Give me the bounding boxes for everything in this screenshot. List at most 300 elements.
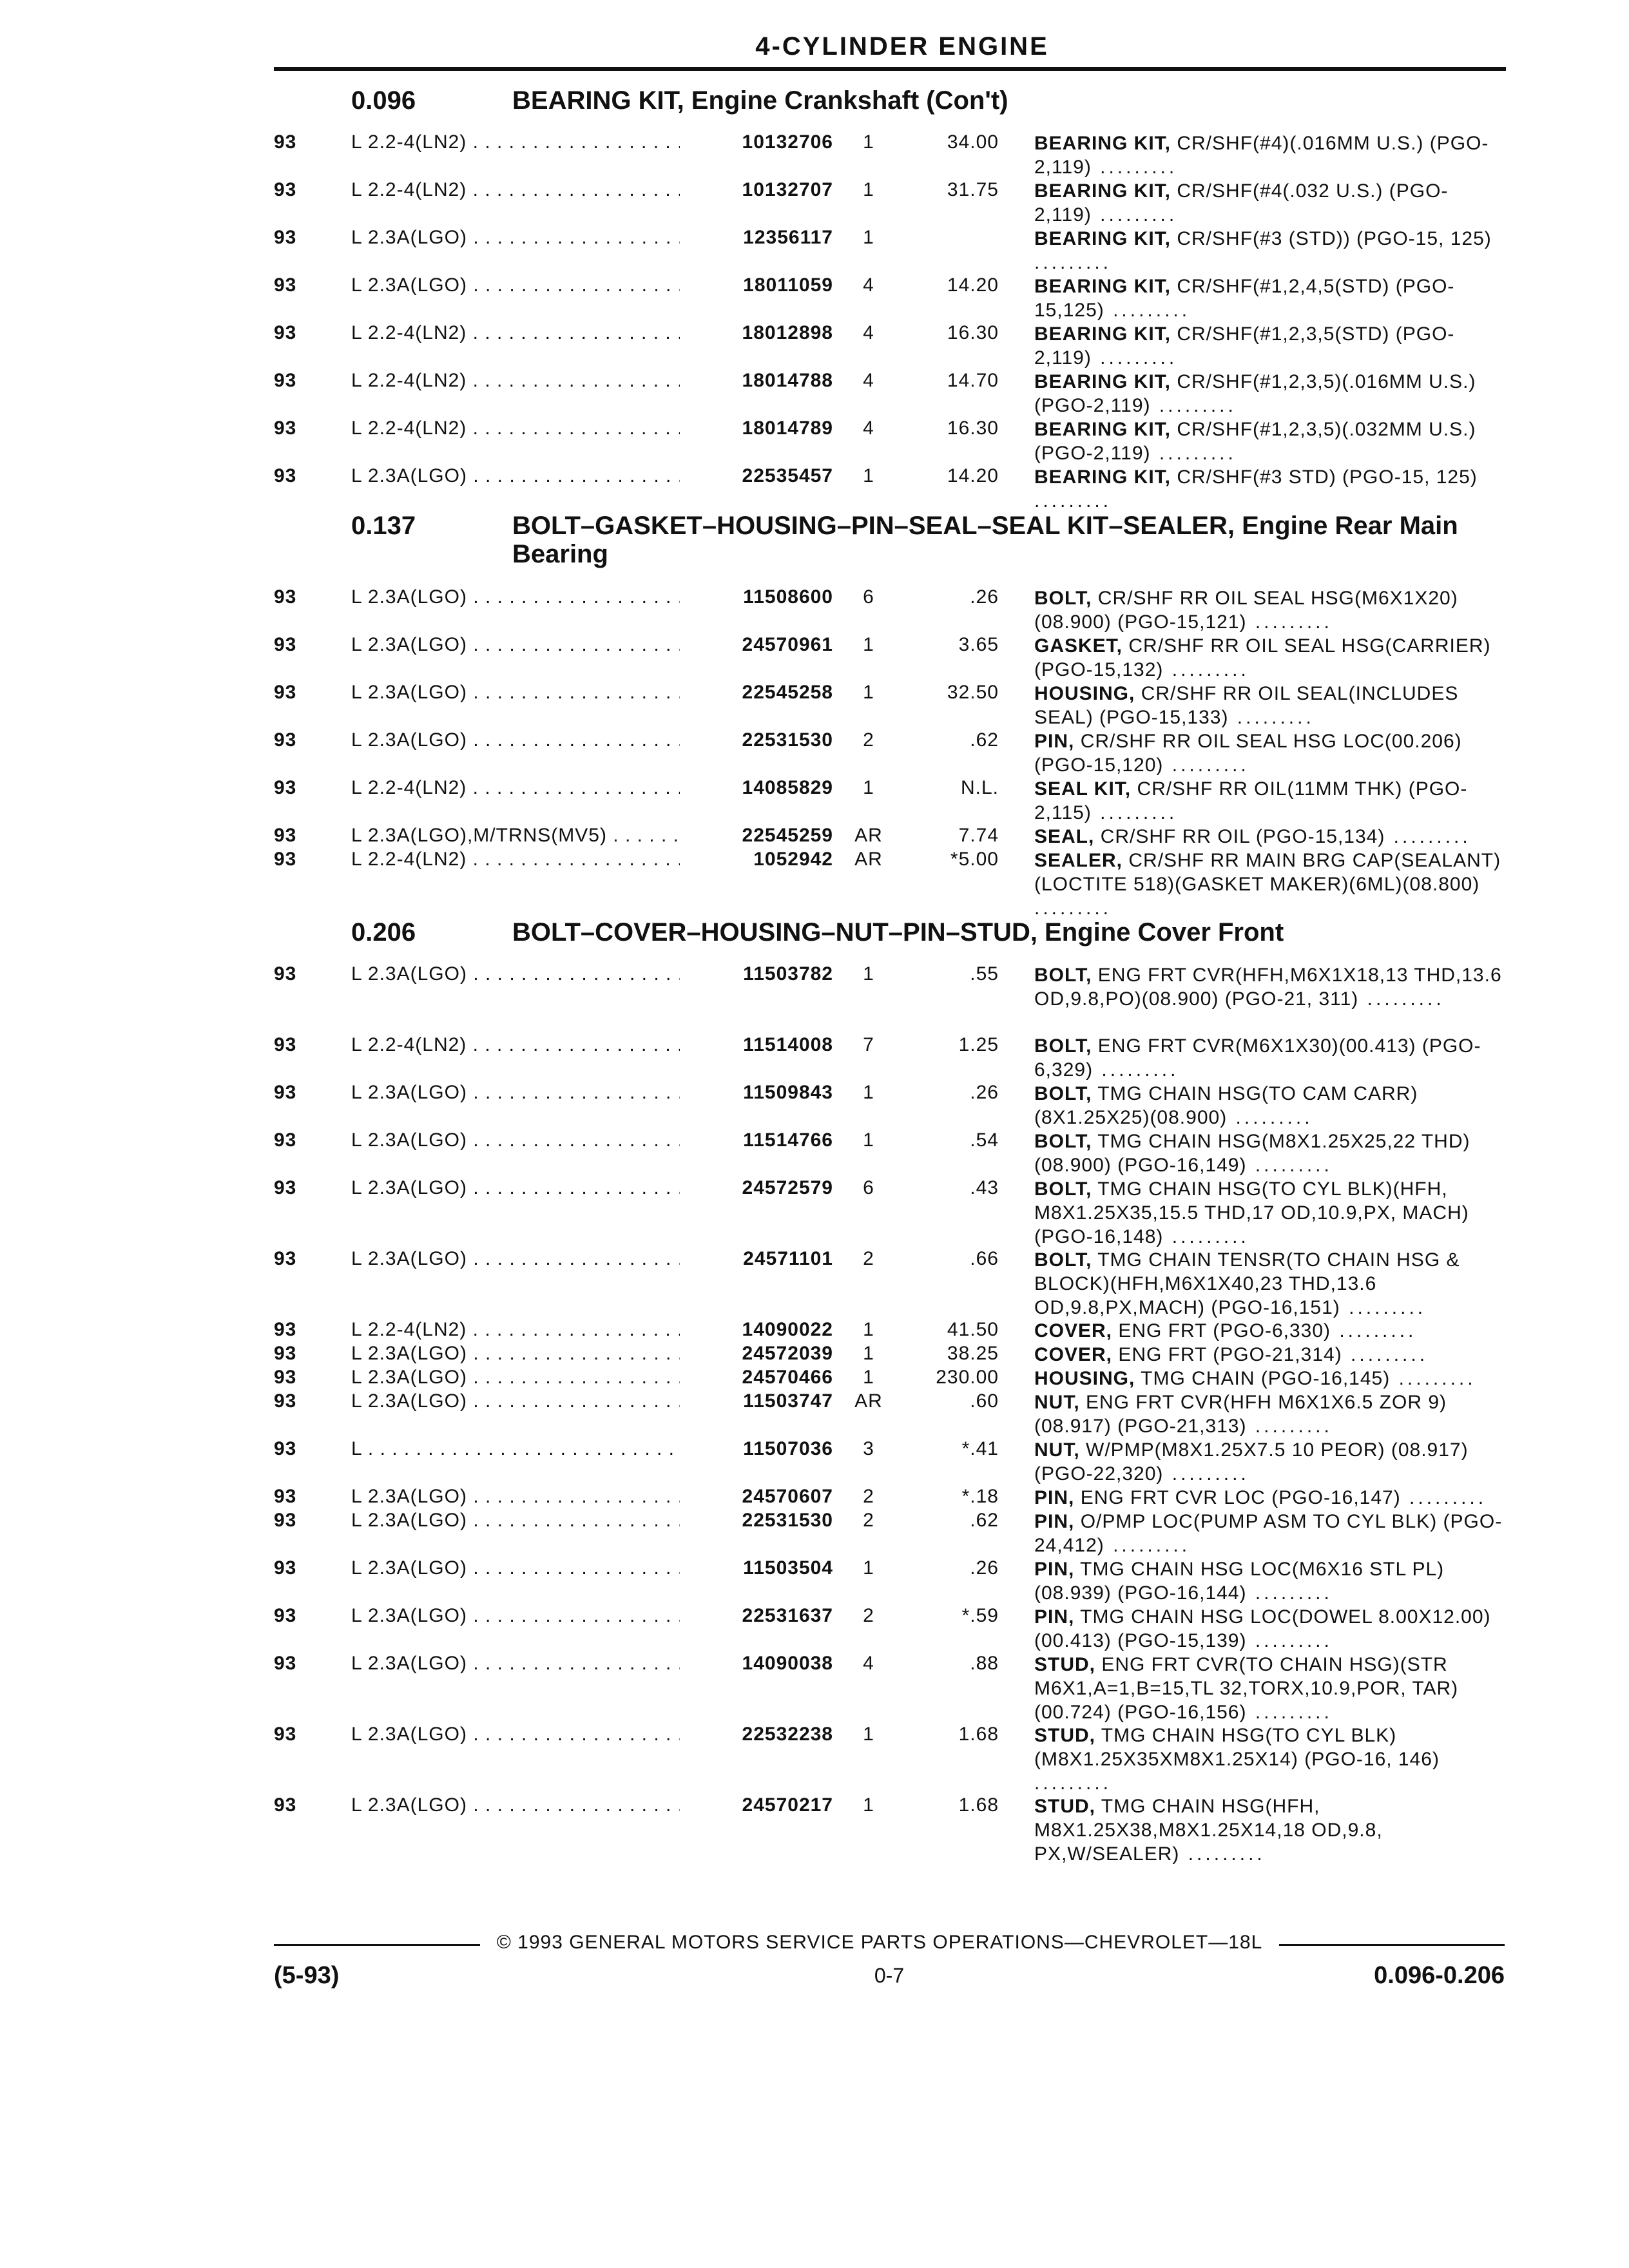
part-name: HOUSING, <box>1034 683 1135 704</box>
part-row <box>0 1432 1629 1485</box>
part-number: 22545258 <box>680 682 833 704</box>
part-detail: ENG FRT CVR(HFH M6X1X6.5 ZOR 9)(08.917) (PGO-21,313) <box>1034 1392 1447 1437</box>
model-year: 93 <box>274 729 297 751</box>
quantity: AR <box>854 825 883 846</box>
part-detail: W/PMP(M8X1.25X7.5 10 PEOR) (08.917) (PGO-22,320) <box>1034 1439 1469 1485</box>
leader-dots: ......... <box>1227 1107 1313 1128</box>
quantity: 1 <box>863 227 874 248</box>
leader-dots: ......... <box>1034 252 1112 273</box>
part-number: 10132706 <box>680 131 833 153</box>
part-number: 11503504 <box>680 1557 833 1579</box>
list-price: *.18 <box>961 1486 999 1507</box>
model-year: 93 <box>274 274 297 296</box>
quantity: 1 <box>863 1724 874 1745</box>
part-number: 24570607 <box>680 1486 833 1508</box>
part-number: 22535457 <box>680 465 833 487</box>
list-price: 14.20 <box>947 465 999 486</box>
part-description <box>1034 418 1505 465</box>
leader-dots: ......... <box>1093 1059 1179 1081</box>
part-row <box>0 1646 1629 1723</box>
part-description <box>1034 1653 1505 1724</box>
part-name: BOLT, <box>1034 588 1092 609</box>
list-price: .26 <box>970 586 999 608</box>
part-row <box>0 363 1629 416</box>
list-price: 1.68 <box>958 1724 999 1745</box>
page-title: 4-CYLINDER ENGINE <box>755 32 1049 61</box>
revision-date: (5-93) <box>274 1962 340 1989</box>
list-price: *.59 <box>961 1605 999 1626</box>
part-number: 24572039 <box>680 1343 833 1365</box>
part-detail: O/PMP LOC(PUMP ASM TO CYL BLK) (PGO-24,412) <box>1034 1511 1503 1556</box>
quantity: 1 <box>863 682 874 703</box>
list-price: *.41 <box>961 1438 999 1459</box>
part-number: 11514008 <box>680 1034 833 1056</box>
quantity: 4 <box>863 322 874 343</box>
part-name: BEARING KIT, <box>1034 466 1171 488</box>
model-year: 93 <box>274 1605 297 1626</box>
list-price: .54 <box>970 1129 999 1151</box>
list-price: 41.50 <box>947 1319 999 1340</box>
part-row <box>0 1384 1629 1437</box>
list-price: 16.30 <box>947 418 999 439</box>
model-year: 93 <box>274 1034 297 1055</box>
model-year: 93 <box>274 227 297 248</box>
quantity: 4 <box>863 274 874 296</box>
part-row <box>0 1479 1629 1508</box>
section-header <box>0 81 1629 125</box>
list-price: .60 <box>970 1390 999 1412</box>
quantity: 6 <box>863 586 874 608</box>
leader-dots: ......... <box>1246 1630 1333 1651</box>
model-year: 93 <box>274 1438 297 1459</box>
part-row <box>0 1599 1629 1651</box>
part-detail: ENG FRT CVR(HFH,M6X1X18,13 THD,13.6 OD,9.8,PO)(08.900) (PGO-21, 311) <box>1034 965 1502 1010</box>
part-detail: TMG CHAIN HSG LOC(DOWEL 8.00X12.00)(00.413) (PGO-15,139) <box>1034 1606 1491 1651</box>
part-description <box>1034 1438 1505 1486</box>
part-row <box>0 1336 1629 1365</box>
quantity: 1 <box>863 1319 874 1340</box>
engine-application: L 2.3A(LGO) . . . <box>351 1557 712 1579</box>
part-detail: TMG CHAIN HSG(HFH, M8X1.25X38,M8X1.25X14,18 OD,9.8, PX,W/SEALER) <box>1034 1796 1383 1865</box>
part-number: 11507036 <box>680 1438 833 1460</box>
engine-application: L 2.2-4(LN2) . . . <box>351 1319 712 1341</box>
leader-dots: ......... <box>1246 1416 1333 1437</box>
engine-application: L 2.2-4(LN2) . . . <box>351 1034 712 1056</box>
part-description <box>1034 1510 1505 1557</box>
part-description <box>1034 1129 1505 1177</box>
engine-application: L 2.2-4(LN2) . . . <box>351 322 712 344</box>
part-number: 22531637 <box>680 1605 833 1627</box>
part-description <box>1034 1248 1505 1320</box>
engine-application: L 2.3A(LGO) . . . <box>351 682 712 704</box>
part-number: 22532238 <box>680 1724 833 1745</box>
part-row <box>0 316 1629 369</box>
header-rule <box>274 67 1506 71</box>
section-title: BOLT–COVER–HOUSING–NUT–PIN–STUD, Engine Cover Front <box>512 918 1284 947</box>
list-price: *5.00 <box>950 849 999 870</box>
part-row <box>0 173 1629 226</box>
part-number: 10132707 <box>680 179 833 201</box>
part-name: PIN, <box>1034 1559 1075 1580</box>
part-row <box>0 1123 1629 1176</box>
part-description <box>1034 274 1505 322</box>
engine-application: L 2.3A(LGO) . . . <box>351 1248 712 1270</box>
part-number: 14090022 <box>680 1319 833 1341</box>
quantity: 2 <box>863 729 874 751</box>
part-description <box>1034 963 1505 1011</box>
quantity: 1 <box>863 1343 874 1364</box>
part-row <box>0 1312 1629 1341</box>
engine-application: L 2.3A(LGO) . . . <box>351 465 712 487</box>
leader-dots: ......... <box>1163 1226 1249 1247</box>
list-price: .26 <box>970 1082 999 1103</box>
model-year: 93 <box>274 682 297 703</box>
part-name: PIN, <box>1034 1487 1075 1508</box>
leader-dots: ......... <box>1034 490 1112 512</box>
leader-dots: ......... <box>1034 898 1112 919</box>
model-year: 93 <box>274 1082 297 1103</box>
part-description <box>1034 370 1505 418</box>
leader-dots: ......... <box>1228 707 1315 728</box>
part-description <box>1034 729 1505 777</box>
part-detail: ENG FRT CVR LOC (PGO-16,147) <box>1074 1487 1401 1508</box>
list-price: .43 <box>970 1177 999 1198</box>
part-detail: CR/SHF(#1,2,3,5)(.032MM U.S.) (PGO-2,119) <box>1034 419 1476 464</box>
quantity: 1 <box>863 1557 874 1579</box>
part-name: NUT, <box>1034 1392 1080 1413</box>
part-name: BOLT, <box>1034 1035 1092 1057</box>
part-detail: TMG CHAIN (PGO-16,145) <box>1135 1368 1391 1389</box>
part-detail: CR/SHF RR OIL SEAL HSG(M6X1X20)(08.900) (PGO-15,121) <box>1034 588 1458 633</box>
part-description <box>1034 1794 1505 1866</box>
part-row <box>0 1171 1629 1247</box>
quantity: 1 <box>863 179 874 200</box>
part-detail: CR/SHF(#4(.032 U.S.) (PGO-2,119) <box>1034 180 1449 226</box>
engine-application: L 2.2-4(LN2) . . . <box>351 418 712 439</box>
part-name: BOLT, <box>1034 1131 1092 1152</box>
section-range: 0.096-0.206 <box>1374 1962 1505 1989</box>
engine-application: L 2.3A(LGO) . . . <box>351 1605 712 1627</box>
part-number: 24572579 <box>680 1177 833 1199</box>
list-price: 32.50 <box>947 682 999 703</box>
list-price: .55 <box>970 963 999 985</box>
part-detail: TMG CHAIN HSG LOC(M6X16 STL PL)(08.939) (PGO-16,144) <box>1034 1559 1445 1604</box>
model-year: 93 <box>274 1129 297 1151</box>
part-name: GASKET, <box>1034 635 1123 657</box>
quantity: 2 <box>863 1248 874 1269</box>
part-name: STUD, <box>1034 1796 1095 1817</box>
part-detail: ENG FRT (PGO-6,330) <box>1112 1320 1331 1341</box>
section-title: BOLT–GASKET–HOUSING–PIN–SEAL–SEAL KIT–SEALER, Engine Rear Main Bearing <box>512 512 1458 568</box>
part-number: 14085829 <box>680 777 833 799</box>
model-year: 93 <box>274 465 297 486</box>
engine-application: L 2.2-4(LN2) . . . <box>351 131 712 153</box>
part-number: 11503747 <box>680 1390 833 1412</box>
part-number: 18011059 <box>680 274 833 296</box>
part-row <box>0 1242 1629 1318</box>
engine-application: L 2.3A(LGO),M/TRNS(MV5) . . . <box>351 825 712 847</box>
part-row <box>0 675 1629 728</box>
part-number: 24570217 <box>680 1794 833 1816</box>
part-name: BEARING KIT, <box>1034 276 1171 297</box>
quantity: 1 <box>863 1794 874 1816</box>
part-detail: ENG FRT CVR(M6X1X30)(00.413) (PGO-6,329) <box>1034 1035 1481 1081</box>
quantity: 1 <box>863 963 874 985</box>
quantity: 1 <box>863 634 874 655</box>
model-year: 93 <box>274 1653 297 1674</box>
part-description <box>1034 1724 1505 1795</box>
part-number: 11503782 <box>680 963 833 985</box>
part-row <box>0 957 1629 1028</box>
section-code: 0.206 <box>351 918 416 947</box>
part-description <box>1034 1605 1505 1653</box>
quantity: 2 <box>863 1510 874 1531</box>
part-name: BEARING KIT, <box>1034 371 1171 392</box>
list-price: 38.25 <box>947 1343 999 1364</box>
list-price: .62 <box>970 1510 999 1531</box>
footer-rule-left <box>274 1944 480 1946</box>
part-description <box>1034 1177 1505 1249</box>
list-price: 1.25 <box>958 1034 999 1055</box>
leader-dots: ......... <box>1091 157 1178 178</box>
engine-application: L 2.3A(LGO) . . . <box>351 1390 712 1412</box>
leader-dots: ......... <box>1246 611 1333 633</box>
part-row <box>0 459 1629 512</box>
part-name: BOLT, <box>1034 965 1092 986</box>
footer-rule-right <box>1279 1944 1505 1946</box>
leader-dots: ......... <box>1150 443 1237 464</box>
leader-dots: ......... <box>1091 204 1178 226</box>
part-name: SEAL KIT, <box>1034 778 1132 800</box>
section-header <box>0 506 1629 580</box>
leader-dots: ......... <box>1390 1368 1476 1389</box>
leader-dots: ......... <box>1163 754 1249 776</box>
leader-dots: ......... <box>1104 1535 1191 1556</box>
part-row <box>0 771 1629 823</box>
model-year: 93 <box>274 1486 297 1507</box>
engine-application: L 2.2-4(LN2) . . . <box>351 179 712 201</box>
model-year: 93 <box>274 322 297 343</box>
list-price: 34.00 <box>947 131 999 153</box>
part-number: 18014788 <box>680 370 833 392</box>
part-detail: CR/SHF RR OIL SEAL HSG(CARRIER) (PGO-15,132) <box>1034 635 1491 680</box>
model-year: 93 <box>274 131 297 153</box>
part-detail: CR/SHF RR OIL(11MM THK) (PGO-2,115) <box>1034 778 1468 823</box>
part-description <box>1034 586 1505 634</box>
part-name: STUD, <box>1034 1725 1095 1746</box>
model-year: 93 <box>274 1177 297 1198</box>
model-year: 93 <box>274 634 297 655</box>
leader-dots: ......... <box>1385 826 1471 847</box>
copyright-notice: © 1993 GENERAL MOTORS SERVICE PARTS OPERATIONS—CHEVROLET—18L <box>496 1932 1263 1953</box>
leader-dots: ......... <box>1342 1344 1429 1365</box>
list-price: 14.70 <box>947 370 999 391</box>
part-detail: TMG CHAIN HSG(TO CYL BLK) (M8X1.25X35XM8X1.25X14) (PGO-16, 146) <box>1034 1725 1440 1770</box>
part-name: NUT, <box>1034 1439 1080 1461</box>
part-detail: CR/SHF RR OIL SEAL(INCLUDES SEAL) (PGO-15,133) <box>1034 683 1459 728</box>
list-price: .66 <box>970 1248 999 1269</box>
part-name: BOLT, <box>1034 1249 1092 1271</box>
quantity: 4 <box>863 1653 874 1674</box>
model-year: 93 <box>274 963 297 985</box>
model-year: 93 <box>274 849 297 870</box>
part-description <box>1034 777 1505 825</box>
leader-dots: ......... <box>1104 300 1191 321</box>
list-price: .62 <box>970 729 999 751</box>
part-name: PIN, <box>1034 1511 1075 1532</box>
part-number: 22531530 <box>680 1510 833 1532</box>
engine-application: L 2.3A(LGO) . . . <box>351 1129 712 1151</box>
part-number: 18014789 <box>680 418 833 439</box>
leader-dots: ......... <box>1034 1773 1112 1794</box>
part-name: SEALER, <box>1034 850 1123 871</box>
part-description <box>1034 465 1505 513</box>
part-row <box>0 1788 1629 1865</box>
part-name: HOUSING, <box>1034 1368 1135 1389</box>
model-year: 93 <box>274 1343 297 1364</box>
quantity: 7 <box>863 1034 874 1055</box>
part-detail: CR/SHF(#4)(.016MM U.S.) (PGO-2,119) <box>1034 133 1489 178</box>
part-detail: CR/SHF RR OIL SEAL HSG LOC(00.206) (PGO-15,120) <box>1034 731 1462 776</box>
part-number: 14090038 <box>680 1653 833 1675</box>
model-year: 93 <box>274 370 297 391</box>
leader-dots: ......... <box>1246 1155 1333 1176</box>
part-row <box>0 818 1629 847</box>
part-row <box>0 1551 1629 1604</box>
leader-dots: ......... <box>1091 347 1178 369</box>
quantity: 4 <box>863 418 874 439</box>
part-number: 22531530 <box>680 729 833 751</box>
quantity: 6 <box>863 1177 874 1198</box>
part-name: BEARING KIT, <box>1034 323 1171 345</box>
leader-dots: ......... <box>1179 1843 1266 1865</box>
engine-application: L 2.2-4(LN2) . . . <box>351 849 712 870</box>
part-description <box>1034 1034 1505 1082</box>
part-row <box>0 411 1629 464</box>
engine-application: L 2.3A(LGO) . . . <box>351 634 712 656</box>
part-number: 11514766 <box>680 1129 833 1151</box>
part-description <box>1034 322 1505 370</box>
list-price: 1.68 <box>958 1794 999 1816</box>
list-price: 31.75 <box>947 179 999 200</box>
part-row <box>0 1028 1629 1081</box>
model-year: 93 <box>274 1724 297 1745</box>
part-detail: ENG FRT CVR(TO CHAIN HSG)(STR M6X1,A=1,B=15,TL 32,TORX,10.9,POR, TAR)(00.724) (PGO-16,156) <box>1034 1654 1459 1723</box>
part-row <box>0 1717 1629 1794</box>
quantity: 1 <box>863 131 874 153</box>
list-price: 16.30 <box>947 322 999 343</box>
section-code: 0.137 <box>351 512 416 540</box>
engine-application: L 2.3A(LGO) . . . <box>351 1794 712 1816</box>
engine-application: L 2.2-4(LN2) . . . <box>351 370 712 392</box>
part-row <box>0 1360 1629 1389</box>
part-detail: CR/SHF(#1,2,3,5)(.016MM U.S.) (PGO-2,119) <box>1034 371 1476 416</box>
part-number: 1052942 <box>680 849 833 870</box>
model-year: 93 <box>274 1319 297 1340</box>
model-year: 93 <box>274 1794 297 1816</box>
section-header <box>0 913 1629 957</box>
list-price: 230.00 <box>936 1367 999 1388</box>
part-detail: CR/SHF(#1,2,4,5(STD) (PGO-15,125) <box>1034 276 1455 321</box>
part-name: BEARING KIT, <box>1034 228 1171 249</box>
parts-listing <box>0 81 1629 1865</box>
leader-dots: ......... <box>1091 802 1178 823</box>
part-number: 18012898 <box>680 322 833 344</box>
part-number: 24571101 <box>680 1248 833 1270</box>
part-number: 11508600 <box>680 586 833 608</box>
part-row <box>0 1075 1629 1128</box>
part-description <box>1034 227 1505 274</box>
part-name: SEAL, <box>1034 826 1095 847</box>
part-description <box>1034 634 1505 682</box>
part-description <box>1034 682 1505 729</box>
part-detail: TMG CHAIN HSG(TO CAM CARR) (8X1.25X25)(08.900) <box>1034 1083 1418 1128</box>
engine-application: L 2.2-4(LN2) . . . <box>351 777 712 799</box>
list-price: .26 <box>970 1557 999 1579</box>
part-number: 11509843 <box>680 1082 833 1104</box>
section-title: BEARING KIT, Engine Crankshaft (Con't) <box>512 86 1008 115</box>
model-year: 93 <box>274 418 297 439</box>
part-detail: ENG FRT (PGO-21,314) <box>1112 1344 1342 1365</box>
engine-application: L 2.3A(LGO) . . . <box>351 1367 712 1389</box>
engine-application: L 2.3A(LGO) . . . <box>351 1724 712 1745</box>
list-price: 14.20 <box>947 274 999 296</box>
engine-application: L 2.3A(LGO) . . . <box>351 729 712 751</box>
part-name: BEARING KIT, <box>1034 419 1171 440</box>
model-year: 93 <box>274 1390 297 1412</box>
list-price: N.L. <box>960 777 999 798</box>
part-description <box>1034 1390 1505 1438</box>
leader-dots: ......... <box>1150 395 1237 416</box>
page-number: 0-7 <box>874 1964 905 1987</box>
part-row <box>0 628 1629 680</box>
section-code: 0.096 <box>351 86 416 115</box>
part-name: COVER, <box>1034 1320 1113 1341</box>
part-name: BOLT, <box>1034 1083 1092 1104</box>
part-row <box>0 842 1629 919</box>
engine-application: L 2.3A(LGO) . . . <box>351 1653 712 1675</box>
part-row <box>0 268 1629 321</box>
part-description <box>1034 131 1505 179</box>
quantity: 1 <box>863 1129 874 1151</box>
engine-application: L 2.3A(LGO) . . . <box>351 274 712 296</box>
part-number: 24570466 <box>680 1367 833 1389</box>
part-row <box>0 723 1629 776</box>
engine-application: L 2.3A(LGO) . . . <box>351 1082 712 1104</box>
leader-dots: ......... <box>1340 1297 1427 1318</box>
quantity: 1 <box>863 777 874 798</box>
list-price: .88 <box>970 1653 999 1674</box>
model-year: 93 <box>274 825 297 846</box>
model-year: 93 <box>274 1367 297 1388</box>
model-year: 93 <box>274 179 297 200</box>
part-detail: CR/SHF RR MAIN BRG CAP(SEALANT)(LOCTITE 518)(GASKET MAKER)(6ML)(08.800) <box>1034 850 1501 895</box>
part-number: 12356117 <box>680 227 833 249</box>
quantity: 1 <box>863 465 874 486</box>
part-number: 24570961 <box>680 634 833 656</box>
part-number: 22545259 <box>680 825 833 847</box>
quantity: 3 <box>863 1438 874 1459</box>
part-detail: CR/SHF(#3 STD) (PGO-15, 125) <box>1171 466 1478 488</box>
quantity: AR <box>854 1390 883 1412</box>
quantity: 2 <box>863 1486 874 1507</box>
part-detail: CR/SHF(#3 (STD)) (PGO-15, 125) <box>1171 228 1492 249</box>
engine-application: L 2.3A(LGO) . . . <box>351 1177 712 1199</box>
part-row <box>0 1503 1629 1556</box>
part-name: PIN, <box>1034 1606 1075 1628</box>
model-year: 93 <box>274 1557 297 1579</box>
quantity: 4 <box>863 370 874 391</box>
